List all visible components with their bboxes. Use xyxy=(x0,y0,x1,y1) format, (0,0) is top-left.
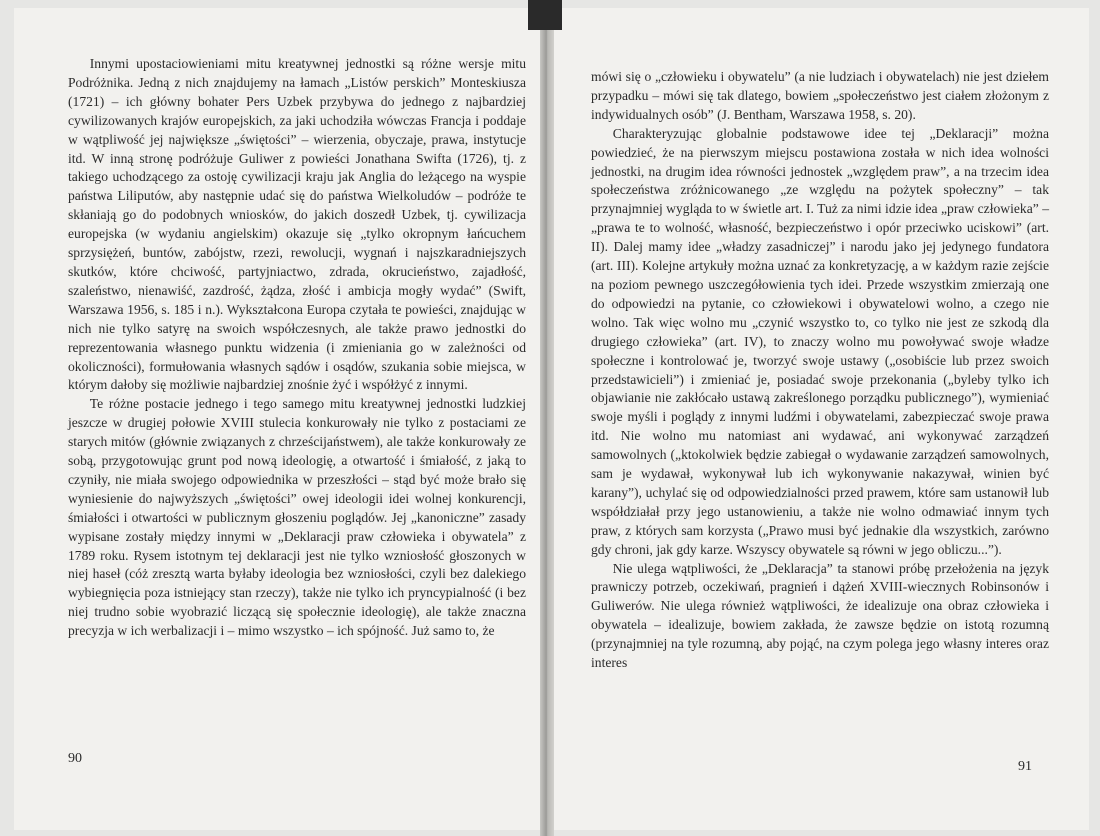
right-paragraph-3: Nie ulega wątpliwości, że „Deklaracja” ta stanowi próbę przełożenia na język prawniczy potrzeb, oczekiwań, pragnień i dążeń XVIII-wiecznych Robinsonów i Guliwerów. Nie ulega również wątpliwości, że idealizuje ona obraz człowieka i obywatela – idealizuje, bowiem zakłada, że zawsze będzie on istotą rozumną (przynajmniej na tyle rozumną, aby pojąć, na czym polega jego własny interes oraz interes xyxy=(591,560,1049,671)
right-paragraph-1: mówi się o „człowieku i obywatelu” (a nie ludziach i obywatelach) nie jest dziełem przypadku – mówi się tak dlatego, bowiem „społeczeństwo jest ciałem złożonym z indywidualnych osób” (J. Bentham, Warszawa 1958, s. 20). xyxy=(591,69,1049,122)
left-paragraph-2: Te różne postacie jednego i tego samego mitu kreatywnej jednostki ludzkiej jeszcze w drugiej połowie XVIII stulecia konkurowały nie tylko z postaciami ze starych mitów (głównie związanych z chrześcijaństwem), ale także konkurowały ze sobą, przygotowując grunt pod nową ideologię, a otwartość i śmiałość, z jaką to czyniły, nie miała swojego odpowiednika w przeszłości – stąd być może brało się wyniesienie do najwyższych „świętości” owej ideologii idei wolnej konkurencji, śmiałości i otwartości w publicznym głoszeniu poglądów. Jej „kanoniczne” zasady wypisane zostały między innymi w „Deklaracji praw człowieka i obywatela” z 1789 roku. Rysem istotnym tej deklaracji jest nie tylko wzniosłość głoszonych w niej haseł (cóż zresztą warta byłaby ideologia bez wzniosłości, czyli bez dalekiego wybiegnięcia poza istniejący stan rzeczy), także nie tylko ich pryncypialność (i bez niej trudno sobie wyobrazić liczącą się społecznie ideologię), ale także znaczna precyzja w ich werbalizacji i – mimo wszystko – ich spójność. Już samo to, że xyxy=(68,396,526,639)
page-number-left: 90 xyxy=(68,751,82,766)
right-page-text xyxy=(591,68,1049,673)
left-page xyxy=(14,8,543,830)
binding-shadow xyxy=(528,0,562,30)
right-page xyxy=(552,8,1089,830)
page-number-right: 91 xyxy=(1018,759,1032,774)
left-page-text xyxy=(68,55,526,641)
book-gutter xyxy=(540,0,554,836)
left-paragraph-1: Innymi upostaciowieniami mitu kreatywnej jednostki są różne wersje mitu Podróżnika. Jedną z nich znajdujemy na łamach „Listów perskich” Monteskiusza (1721) – ich główny bohater Pers Uzbek przybywa do jednego z najbardziej cywilizowanych krajów europejskich, za jaki uchodziła wówczas Francja i poddaje w wątpliwość jej największe „świętości” – wierzenia, obyczaje, prawa, instytucje itd. W inną stronę podróżuje Guliwer z powieści Jonathana Swifta (1726), tj. z takiego uchodzącego za ostoję cywilizacji kraju jak Anglia do leżącego na wyspie państwa Liliputów, aby następnie udać się do państwa Wielkoludów – podróże te skłaniają go do podobnych wniosków, do jakich doszedł Uzbek, tj. cywilizacja europejska (w wydaniu angielskim) okazuje się „tylko okropnym łańcuchem sprzysiężeń, buntów, zabójstw, rzezi, rewolucji, wygnań i najszkaradniejszych skutków, które chciwość, partyjniactwo, zdrada, okrucieństwo, zajadłość, szaleństwo, nienawiść, zazdrość, żądza, złość i ambicja mogły wydać” (Swift, Warszawa 1956, s. 185 i n.). Wykształcona Europa czytała te powieści, znajdując w nich nie tylko satyrę na swoich współczesnych, ale także prawo jednostki do reprezentowania własnego punktu widzenia (i zmieniania go w zależności od okoliczności), formułowania własnych sądów i osądów, szukania sobie miejsca, w którym dałoby się możliwie najbardziej znośnie żyć i współżyć z innymi. xyxy=(68,56,526,393)
right-paragraph-2: Charakteryzując globalnie podstawowe idee tej „Deklaracji” można powiedzieć, że na pierwszym miejscu postawiona została w nich idea wolności jednostki, na drugim idea równości jednostek „względem praw”, a na trzecim idea społeczeństwa zróżnicowanego „ze względu na pożytek społeczny” – tak przynajmniej wygląda to w świetle art. I. Tuż za nimi idzie idea „praw człowieka” – „prawa te to wolność, własność, bezpieczeństwo i opór przeciwko uciskowi” (art. II). Dalej mamy idee „władzy zasadniczej” i narodu jako jej jedynego fundatora (art. III). Kolejne artykuły można uznać za konkretyzację, a w każdym razie zejście na poziom pewnego uszczegółowienia tych idei. Przede wszystkim zmierzają one do odpowiedzi na pytanie, co człowiekowi i obywatelowi wolno, a czego nie wolno. Tak więc wolno mu „czynić wszystko to, co tylko nie jest ze szkodą dla drugiego człowieka” (art. IV), to znaczy wolno mu powoływać swoje władze społeczne i kontrolować je, tworzyć swoje ustawy („osobiście lub przez swoich przedstawicieli”) i zmieniać je, posiadać swoje przekonania („byleby tylko ich objawianie nie zakłócało ustawą zakreślonego porządku publicznego”), wymieniać swoje myśli i poglądy z innymi ludźmi i obywatelami, zabezpieczać swoje prawa itd. Nie wolno mu natomiast ani wydawać, ani wykonywać zarządzeń samowolnych („ktokolwiek będzie zabiegał o wydawanie zarządzeń samowolnych, sam je wydawał, wykonywał lub ich wykonywanie nakazywał, winien być karany”), uchylać się od odpowiedzialności przed prawem, które sam ustanowił lub współdziałał przy jego ustanowieniu, a także nie wolno odmawiać innym tych praw, z których sam korzysta („Prawo musi być jednakie dla wszystkich, zarówno gdy chroni, jak gdy karze. Wszyscy obywatele są równi w jego obliczu...”). xyxy=(591,125,1049,557)
